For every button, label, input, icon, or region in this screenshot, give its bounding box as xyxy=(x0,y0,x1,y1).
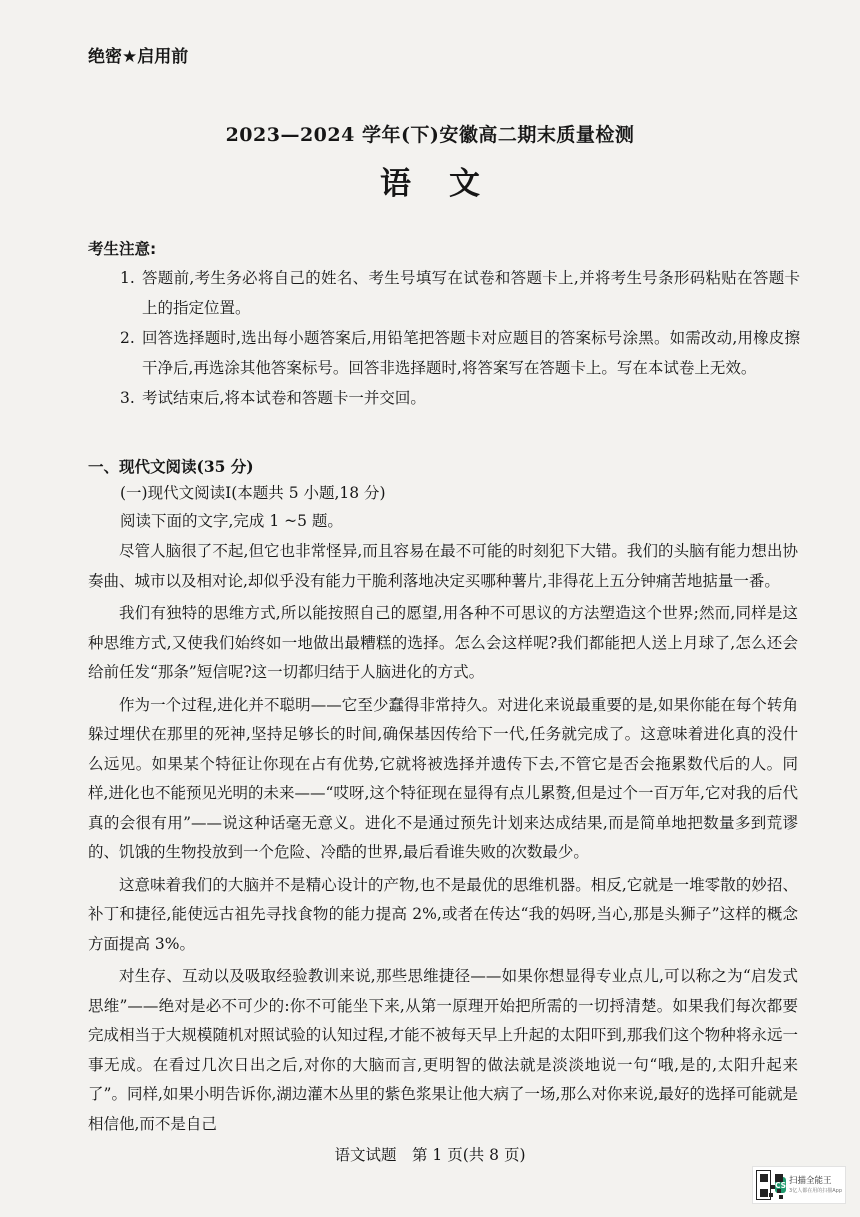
notice-item xyxy=(120,383,800,413)
passage-paragraph: 我们有独特的思维方式,所以能按照自己的愿望,用各种不可思议的方法塑造这个世界;然而,同样是这种思维方式,又使我们始终如一地做出最糟糕的选择。怎么会这样呢?我们都能把人送上月球了,怎么还会给前任发“那条”短信呢?这一切都归结于人脑进化的方式。 xyxy=(88,604,798,681)
notice-text: 考试结束后,将本试卷和答题卡一并交回。 xyxy=(142,389,426,407)
notice-list xyxy=(120,263,800,413)
passage-paragraph: 这意味着我们的大脑并不是精心设计的产物,也不是最优的思维机器。相反,它就是一堆零散的妙招、补丁和捷径,能使远古祖先寻找食物的能力提高 2%,或者在传达“我的妈呀,当心,那是头狮子”这样的概念方面提高 3%。 xyxy=(88,875,798,953)
confidential-label: 绝密★启用前 xyxy=(88,47,189,67)
notice-item xyxy=(120,323,800,383)
notice-number: 1. xyxy=(120,269,135,287)
exam-title: 2023—2024 学年(下)安徽高二期末质量检测 xyxy=(225,124,635,146)
sub-section-heading: (一)现代文阅读Ⅰ(本题共 5 小题,18 分) xyxy=(120,484,386,502)
passage-paragraph: 尽管人脑很了不起,但它也非常怪异,而且容易在最不可能的时刻犯下大错。我们的头脑有能力想出协奏曲、城市以及相对论,却似乎没有能力干脆利落地决定买哪种薯片,非得花上五分钟痛苦地掂量一番。 xyxy=(88,542,798,590)
qr-code-icon xyxy=(756,1170,771,1200)
notice-heading: 考生注意: xyxy=(88,240,157,258)
section-heading: 一、现代文阅读(35 分) xyxy=(88,457,254,476)
notice-number: 3. xyxy=(120,389,135,407)
camscanner-logo-icon: CS xyxy=(775,1177,786,1193)
scanner-watermark-badge xyxy=(752,1166,846,1204)
subject-title: 语文 xyxy=(380,166,518,202)
page-footer: 语文试题 第 1 页(共 8 页) xyxy=(334,1146,526,1164)
reading-instruction: 阅读下面的文字,完成 1 ~5 题。 xyxy=(120,512,343,530)
notice-item xyxy=(120,263,800,323)
scanner-app-tagline: 3亿人都在用的扫描App xyxy=(789,1187,842,1194)
passage-paragraph: 作为一个过程,进化并不聪明——它至少蠢得非常持久。对进化来说最重要的是,如果你能在每个转角躲过埋伏在那里的死神,坚持足够长的时间,确保基因传给下一代,任务就完成了。这意味着进化真的没什么远见。如果某个特征让你现在占有优势,它就将被选择并遗传下去,不管它是否会拖累数代后的人。同样,进化也不能预见光明的未来——“哎呀,这个特征现在显得有点儿累赘,但是过个一百万年,它对我的后代真的会很有用”——说这种话毫无意义。进化不是通过预先计划来达成结果,而是简单地把数量多到荒谬的、饥饿的生物投放到一个危险、冷酷的世界,最后看谁失败的次数最少。 xyxy=(88,695,798,861)
reading-passage xyxy=(88,537,798,1142)
notice-text: 答题前,考生务必将自己的姓名、考生号填写在试卷和答题卡上,并将考生号条形码粘贴在答题卡上的指定位置。 xyxy=(142,269,800,317)
passage-paragraph: 对生存、互动以及吸取经验教训来说,那些思维捷径——如果你想显得专业点儿,可以称之为“启发式思维”——绝对是必不可少的:你不可能坐下来,从第一原理开始把所需的一切捋清楚。如果我们每次都要完成相当于大规模随机对照试验的认知过程,才能不被每天早上升起的太阳吓到,那我们这个物种将永远一事无成。在看过几次日出之后,对你的大脑而言,更明智的做法就是淡淡地说一句“哦,是的,太阳升起来了”。同样,如果小明告诉你,湖边灌木丛里的紫色浆果让他大病了一场,那么对你来说,最好的选择可能就是相信他,而不是自己 xyxy=(88,967,798,1133)
notice-text: 回答选择题时,选出每小题答案后,用铅笔把答题卡对应题目的答案标号涂黑。如需改动,用橡皮擦干净后,再选涂其他答案标号。回答非选择题时,将答案写在答题卡上。写在本试卷上无效。 xyxy=(142,329,800,377)
scanner-app-name: 扫描全能王 xyxy=(789,1175,832,1186)
notice-number: 2. xyxy=(120,329,135,347)
